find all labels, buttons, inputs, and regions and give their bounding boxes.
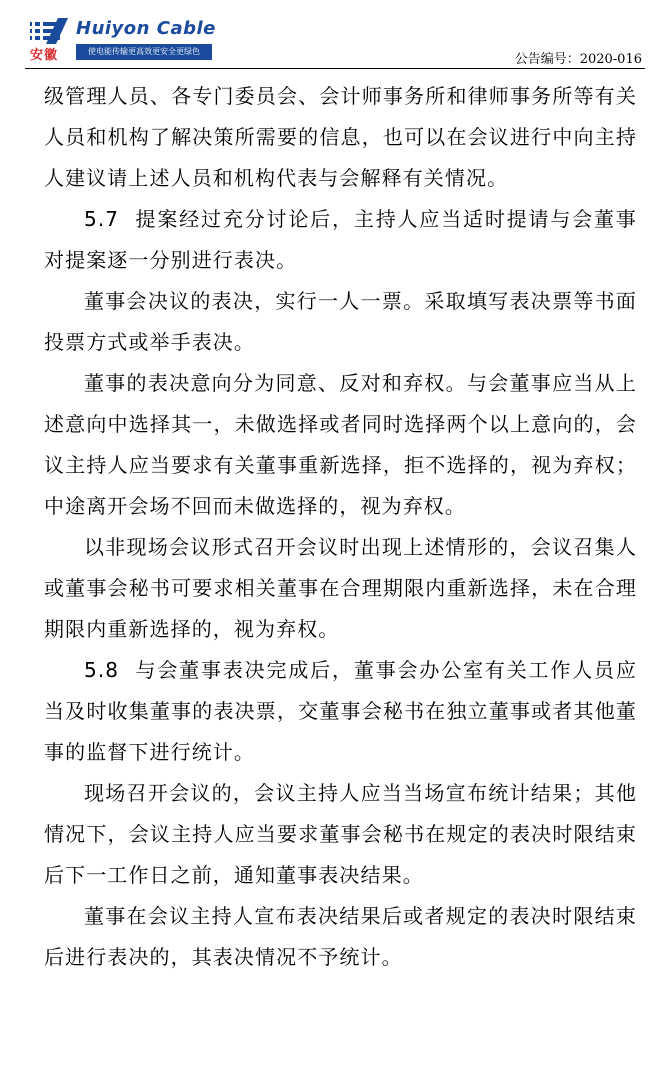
clause-number: 5.8 [84,658,120,682]
paragraph-onsite-results [44,773,637,896]
company-logo [28,14,238,64]
paragraph-text: 董事的表决意向分为同意、反对和弃权。与会董事应当从上述意向中选择其一，未做选择或者同时选择两个以上意向的，会议主持人应当要求有关董事重新选择，拒不选择的，视为弃权；中途离开会场不回而未做选择的，视为弃权。 [44,371,637,518]
paragraph-voting-method [44,281,637,363]
paragraph-text: 现场召开会议的，会议主持人应当当场宣布统计结果；其他情况下，会议主持人应当要求董事会秘书在规定的表决时限结束后下一工作日之前，通知董事表决结果。 [44,781,637,887]
document-body [44,76,637,978]
paragraph-continuation [44,76,637,199]
paragraph-text: 董事在会议主持人宣布表决结果后或者规定的表决时限结束后进行表决的，其表决情况不予统计。 [44,904,637,969]
paragraph-text: 提案经过充分讨论后，主持人应当适时提请与会董事对提案逐一分别进行表决。 [44,207,637,272]
paragraph-voting-intention [44,363,637,527]
logo-english-text: Huiyon Cable [76,18,216,39]
page-header [0,0,670,72]
clause-number: 5.7 [84,207,120,231]
paragraph-text: 级管理人员、各专门委员会、会计师事务所和律师事务所等有关人员和机构了解决策所需要的信息，也可以在会议进行中向主持人建议请上述人员和机构代表与会解释有关情况。 [44,84,637,190]
paragraph-text: 以非现场会议形式召开会议时出现上述情形的，会议召集人或董事会秘书可要求相关董事在合理期限内重新选择，未在合理期限内重新选择的，视为弃权。 [44,535,637,641]
logo-chinese-text: 安徽 [30,48,59,63]
logo-slogan: 使电能传输更高效更安全更绿色 [76,44,212,60]
announcement-number: 公告编号：2020-016 [514,52,642,67]
paragraph-non-onsite [44,527,637,650]
clause-5-7 [44,199,637,281]
clause-5-8 [44,650,637,773]
paragraph-text: 董事会决议的表决，实行一人一票。采取填写表决票等书面投票方式或举手表决。 [44,289,637,354]
header-divider [25,68,645,69]
paragraph-late-votes [44,896,637,978]
paragraph-text: 与会董事表决完成后，董事会办公室有关工作人员应当及时收集董事的表决票，交董事会秘书在独立董事或者其他董事的监督下进行统计。 [44,658,637,764]
